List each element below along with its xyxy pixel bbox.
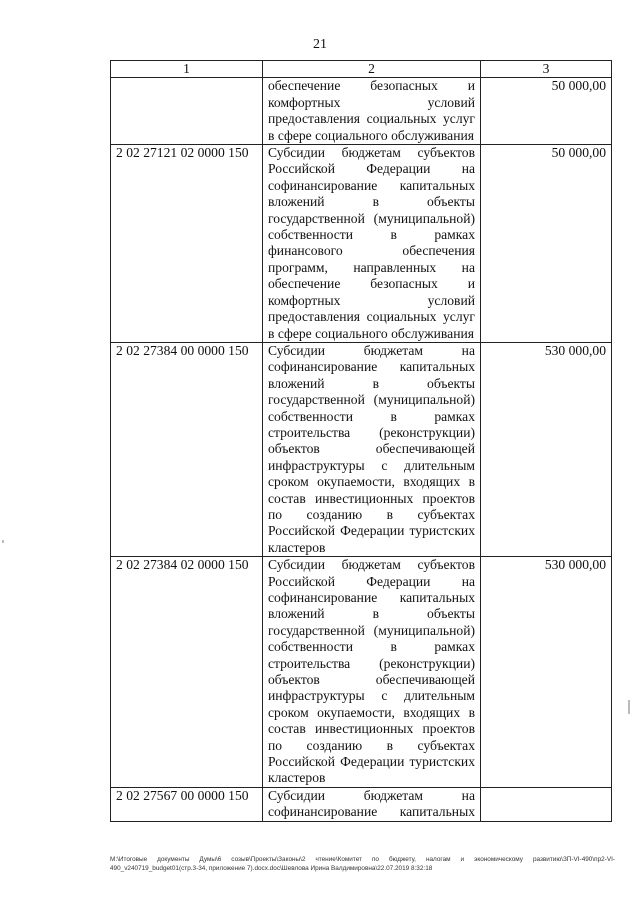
- row-code: 2 02 27121 02 0000 150: [111, 145, 263, 343]
- table-row: [111, 145, 612, 343]
- row-code: 2 02 27567 00 0000 150: [111, 787, 263, 821]
- row-amount: [481, 787, 612, 821]
- row-description-text: Субсидии бюджетам субъектов Российской Федерации на софинансирование капитальных вложений в объекты государственной (муниципальной) собственности в рамках финансового обеспечения программ, направленных на обеспечение безопасных и комфортных условий предоставления социальных услуг в сфере социального обслуживания: [268, 145, 475, 341]
- row-amount: 530 000,00: [481, 557, 612, 788]
- column-header-description: 2: [263, 61, 481, 78]
- table-row: [111, 342, 612, 556]
- row-description: [263, 145, 481, 343]
- row-amount: 530 000,00: [481, 342, 612, 556]
- file-path-footer: M:\Итоговые документы Думы\6 созыв\Проекты\Законы\2 чтение\Комитет по бюджету, налогам и экономическому развитию\ЗП-VI-490\пр2-VI-490_v240719_budget01(стр.3-34, приложение 7).docx.doc\Шевлова Ирина Валдимировна\22.07.2019 8:32:18: [110, 856, 615, 872]
- column-header-amount: 3: [481, 61, 612, 78]
- scan-artifact: [2, 540, 4, 543]
- row-code: [111, 78, 263, 145]
- row-amount: 50 000,00: [481, 78, 612, 145]
- table-row: [111, 557, 612, 788]
- row-description-text: Субсидии бюджетам на софинансирование капитальных: [268, 787, 475, 820]
- row-description-text: обеспечение безопасных и комфортных условий предоставления социальных услуг в сфере социального обслуживания: [268, 78, 475, 143]
- table-row: [111, 78, 612, 145]
- row-amount: 50 000,00: [481, 145, 612, 343]
- column-header-code: 1: [111, 61, 263, 78]
- row-code: 2 02 27384 00 0000 150: [111, 342, 263, 556]
- row-description: [263, 787, 481, 821]
- page-number: 21: [313, 37, 327, 52]
- row-description: [263, 342, 481, 556]
- table-header-row: [111, 61, 612, 78]
- row-description: [263, 557, 481, 788]
- row-code: 2 02 27384 02 0000 150: [111, 557, 263, 788]
- row-description-text: Субсидии бюджетам субъектов Российской Федерации на софинансирование капитальных вложений в объекты государственной (муниципальной) собственности в рамках строительства (реконструкции) объектов обеспечивающей инфраструктуры с длительным сроком окупаемости, входящих в состав инвестиционных проектов по созданию в субъектах Российской Федерации туристских кластеров: [268, 557, 475, 786]
- scan-artifact: [628, 700, 630, 714]
- budget-table: [110, 60, 612, 822]
- table-row: [111, 787, 612, 821]
- row-description: [263, 78, 481, 145]
- row-description-text: Субсидии бюджетам на софинансирование капитальных вложений в объекты государственной (муниципальной) собственности в рамках строительства (реконструкции) объектов обеспечивающей инфраструктуры с длительным сроком окупаемости, входящих в состав инвестиционных проектов по созданию в субъектах Российской Федерации туристских кластеров: [268, 342, 475, 555]
